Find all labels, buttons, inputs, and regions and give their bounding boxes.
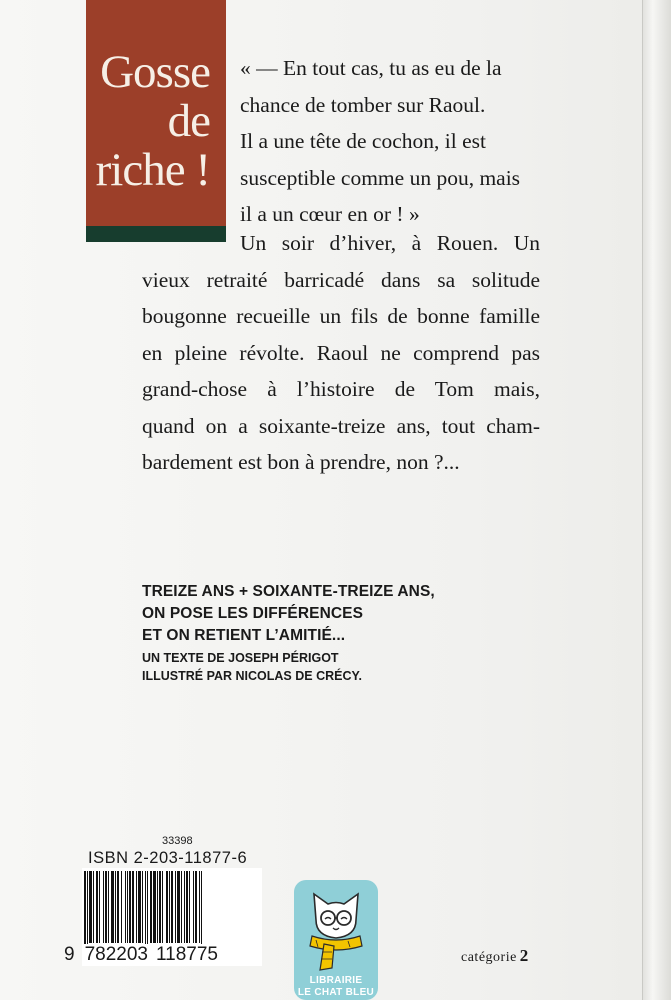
tagline [142,581,502,647]
barcode-bar [201,871,202,955]
bookstore-stamp [294,880,378,1000]
title-block [86,0,226,226]
stamp-line: LIBRAIRIE [309,975,363,986]
barcode-bar [189,871,190,943]
barcode-bar [171,871,173,943]
category-label [461,946,529,966]
barcode-bar [153,871,156,943]
illustrator-credit: ILLUSTRÉ PAR NICOLAS DE CRÉCY. [142,668,362,683]
barcode-bar [159,871,161,943]
blurb-line: bougonne recueille un fils de bonne famille [142,304,540,328]
credits [142,650,502,685]
tagline-line: TREIZE ANS + SOIXANTE-TREIZE ANS, [142,583,435,600]
barcode-bar [195,871,197,943]
barcode-bar [162,871,163,943]
tagline-line: ON POSE LES DIFFÉRENCES [142,605,364,622]
blurb-line: quand on a soixante-treize ans, tout cham- [142,413,540,438]
barcode-bar [181,871,182,943]
barcode-bar [96,871,98,943]
barcode-bar [115,871,116,943]
barcode-bar [136,871,137,943]
code-number: 33398 [162,835,193,847]
barcode-bar [193,871,194,943]
barcode-bar [132,871,134,943]
barcode-bar [184,871,185,943]
barcode-bar [150,871,152,943]
barcode-bar [103,871,104,943]
barcode-bar [169,871,170,943]
blurb-line: en pleine révolte. Raoul ne comprend pas [142,340,540,365]
barcode-bar [84,871,86,955]
category-value: 2 [519,946,529,965]
spine-edge [642,0,671,1000]
barcode-bar [138,871,141,943]
stamp-line: LE CHAT BLEU [297,987,375,998]
isbn: ISBN 2-203-11877-6 [88,849,248,867]
barcode-bar [166,871,168,943]
barcode-bar [105,871,107,943]
barcode-digit-group: 782203 [84,944,148,965]
title-line: de [167,95,210,147]
barcode-bar [121,871,122,943]
author-credit: UN TEXTE DE JOSEPH PÉRIGOT [142,651,339,665]
barcode-bar [93,871,94,943]
quote-line: chance de tomber sur Raoul. [240,92,486,117]
quote-line: il a un cœur en or ! » [240,202,420,226]
category-text: catégorie [461,950,517,965]
barcode-bar [129,871,131,943]
barcode-bar [145,871,146,955]
quote-line: susceptible comme un pou, mais [240,165,521,190]
barcode-bar [117,871,119,943]
barcode-bar [99,871,100,943]
barcode-bar [89,871,92,943]
title-line: riche ! [95,144,210,196]
quote [240,50,550,233]
barcode-digits [64,944,220,966]
quote-line: « — En tout cas, tu as eu de la [240,56,502,80]
title-line: Gosse [100,46,210,98]
blurb-line: grand-chose à l’histoire de Tom mais, [142,377,540,401]
barcode-bar [175,871,176,943]
barcode-digit-group: 118775 [155,944,218,965]
blurb-line: bardement est bon à prendre, non ?... [142,450,460,474]
blurb-line: vieux retraité barricadé dans sa solitude [142,267,540,292]
barcode-bar [142,871,143,943]
quote-line: Il a une tête de cochon, il est [240,129,486,153]
barcode-bar [111,871,114,943]
barcode-bar [87,871,88,955]
barcode-bar [147,871,148,955]
barcode-bar [108,871,109,943]
blurb-line: Un soir d’hiver, à Rouen. Un [240,231,540,255]
barcode [82,871,260,955]
blurb [142,225,540,481]
barcode-bar [177,871,180,943]
barcode-bar [199,871,200,943]
barcode-bar [186,871,188,943]
barcode-bar [127,871,128,943]
barcode-digit-prefix: 9 [64,944,75,965]
barcode-bar [157,871,158,943]
barcode-bar [125,871,126,943]
tagline-line: ET ON RETIENT L’AMITIÉ... [142,627,346,644]
